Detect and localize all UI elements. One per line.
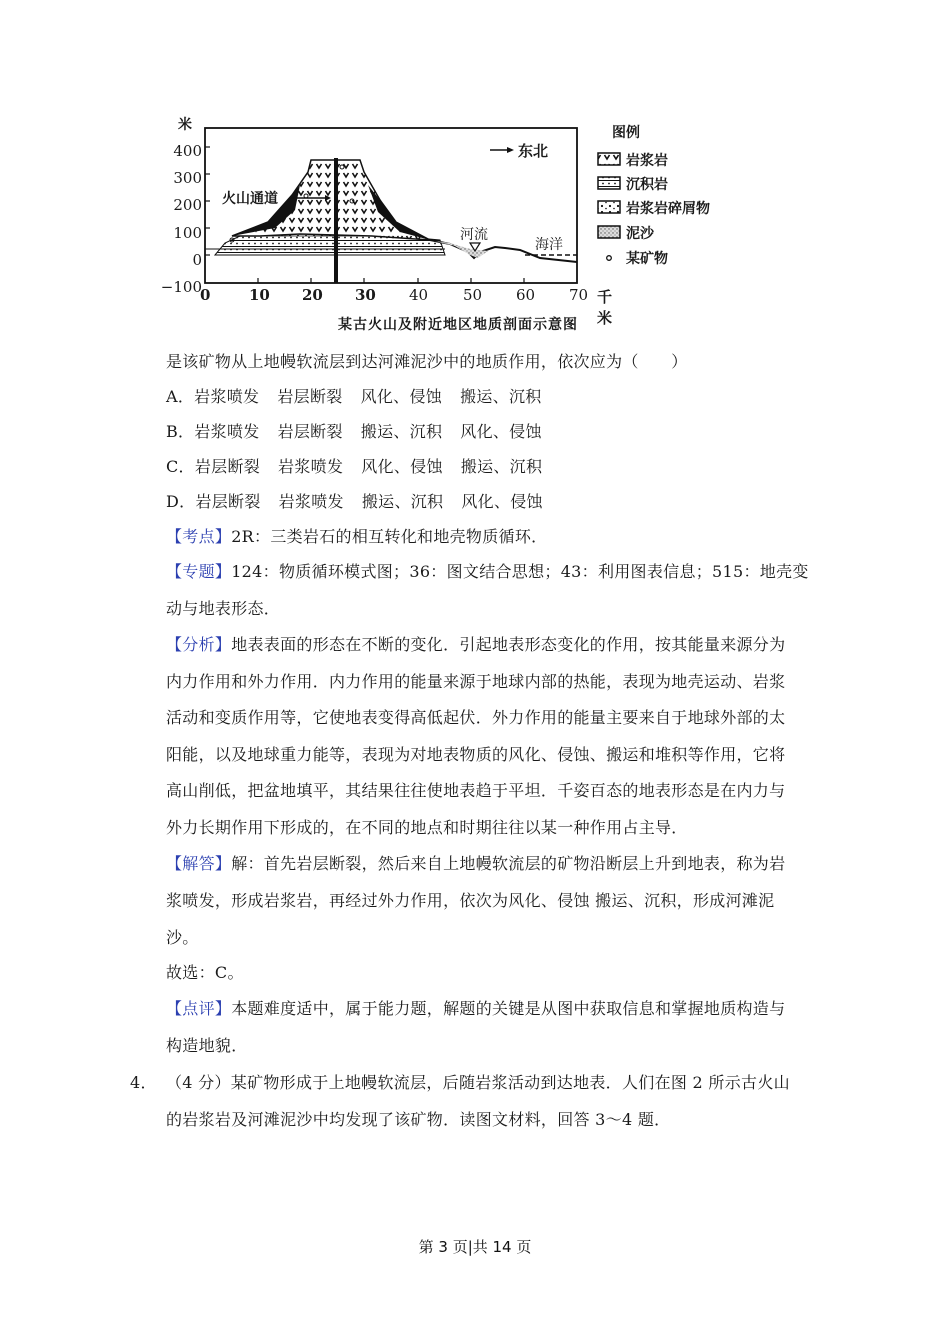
kaodian-tag: 【考点】 — [166, 527, 232, 546]
figure-caption: 某古火山及附近地区地质剖面示意图 — [338, 317, 578, 333]
zhuanti-text: 124：物质循环模式图；36：图文结合思想；43：利用图表信息；515：地壳变 — [231, 562, 809, 581]
ocean-label: 海洋 — [535, 237, 563, 253]
option-letter: B． — [166, 422, 195, 441]
page-footer: 第 3 页|共 14 页 — [418, 1238, 532, 1256]
y-axis-unit: 米 — [178, 117, 192, 133]
next-question-line-2: 的岩浆岩及河滩泥沙中均发现了该矿物．读图文材料，回答 3～4 题． — [166, 1110, 671, 1129]
question-stem: 是该矿物从上地幔软流层到达河滩泥沙中的地质作用，依次应为（ ） — [166, 352, 688, 371]
x-axis-unit: 千米 — [597, 288, 613, 327]
x-tick: 20 — [302, 286, 323, 304]
fenxi-line-6: 外力长期作用下形成的，在不同的地点和时期往往以某一种作用占主导． — [166, 818, 688, 837]
fenxi-line-2: 内力作用和外力作用．内力作用的能量来源于地球内部的热能，表现为地壳运动、岩浆 — [166, 672, 786, 691]
option-part: 搬运、沉积 — [360, 422, 443, 441]
geologic-cross-section-figure — [160, 110, 760, 340]
dianping-tag: 【点评】 — [166, 999, 232, 1018]
volcanic-conduit — [334, 158, 338, 283]
option-part: 风化、侵蚀 — [361, 457, 443, 476]
jieda-line-3: 沙。 — [166, 928, 199, 947]
y-tick: 100 — [173, 223, 202, 242]
river-label: 河流 — [460, 227, 488, 243]
volcanic-conduit-label: 火山通道 — [222, 191, 278, 207]
option-letter: A． — [166, 387, 195, 406]
option-part: 岩浆喷发 — [278, 492, 344, 511]
y-tick: 300 — [173, 169, 202, 188]
jieda-text: 解：首先岩层断裂，然后来自上地幔软流层的矿物沿断层上升到地表，称为岩 — [231, 854, 786, 873]
y-tick: 0 — [192, 250, 202, 269]
x-tick: 30 — [355, 286, 376, 304]
option-part: 风化、侵蚀 — [460, 422, 542, 441]
option-c[interactable] — [166, 457, 542, 477]
legend-item-sedimentary-rock: 沉积岩 — [626, 177, 668, 193]
option-part: 搬运、沉积 — [361, 492, 444, 511]
fenxi-line-4: 阳能，以及地球重力能等，表现为对地表物质的风化、侵蚀、搬运和堆积等作用，它将 — [166, 745, 786, 764]
x-tick: 70 — [569, 286, 589, 304]
dianping-text: 本题难度适中，属于能力题，解题的关键是从图中获取信息和掌握地质构造与 — [231, 999, 786, 1018]
kaodian-line — [166, 527, 547, 547]
fenxi-tag: 【分析】 — [166, 635, 232, 654]
y-tick: 400 — [173, 142, 202, 160]
option-letter: D． — [166, 492, 196, 511]
jieda-line-2: 浆喷发，形成岩浆岩，再经过外力作用，依次为风化、侵蚀 搬运、沉积，形成河滩泥 — [166, 891, 775, 910]
option-part: 风化、侵蚀 — [360, 387, 443, 406]
kaodian-text: 2R：三类岩石的相互转化和地壳物质循环． — [231, 527, 548, 546]
zhuanti-line-1 — [166, 562, 809, 582]
option-part: 岩浆喷发 — [278, 457, 344, 476]
x-tick: 0 — [200, 286, 211, 304]
option-a[interactable] — [166, 387, 542, 407]
y-tick: 200 — [173, 196, 202, 215]
dianping-line-1 — [166, 999, 785, 1019]
option-part: 岩层断裂 — [194, 457, 261, 476]
option-part: 岩层断裂 — [277, 422, 343, 441]
legend-item-magmatic-rock: 岩浆岩 — [626, 153, 668, 169]
x-tick: 50 — [463, 286, 483, 304]
option-part: 岩层断裂 — [277, 387, 343, 406]
option-part: 搬运、沉积 — [460, 457, 543, 476]
zhuanti-line-2: 动与地表形态． — [166, 599, 281, 618]
option-part: 岩浆喷发 — [194, 422, 260, 441]
legend-title: 图例 — [612, 125, 640, 141]
y-axis-ticks — [160, 138, 202, 301]
x-tick: 40 — [409, 286, 429, 304]
y-tick: −100 — [160, 278, 202, 297]
option-d[interactable] — [166, 492, 543, 512]
dianping-line-2: 构造地貌． — [166, 1036, 248, 1055]
fenxi-line-3: 活动和变质作用等，它使地表变得高低起伏．外力作用的能量主要来自于地球外部的太 — [166, 708, 786, 727]
x-tick: 10 — [249, 286, 270, 304]
jieda-line-1 — [166, 854, 785, 874]
fenxi-line-5: 高山削低，把盆地填平，其结果往往使地表趋于平坦．千姿百态的地表形态是在内力与 — [166, 781, 786, 800]
legend-item-magmatic-debris: 岩浆岩碎屑物 — [626, 201, 710, 217]
answer-line: 故选：C。 — [166, 963, 244, 982]
option-part: 岩浆喷发 — [194, 387, 260, 406]
next-question-text: （4 分）某矿物形成于上地幔软流层，后随岩浆活动到达地表．人们在图 2 所示古火山 — [166, 1073, 790, 1092]
option-part: 风化、侵蚀 — [461, 492, 543, 511]
option-part: 岩层断裂 — [195, 492, 261, 511]
x-tick: 60 — [516, 286, 536, 304]
option-b[interactable] — [166, 422, 542, 442]
question-number: 4． — [130, 1073, 157, 1092]
option-letter: C． — [166, 457, 195, 476]
option-part: 搬运、沉积 — [460, 387, 542, 406]
next-question-line-1 — [130, 1073, 790, 1093]
zhuanti-tag: 【专题】 — [166, 562, 232, 581]
fenxi-text: 地表表面的形态在不断的变化．引起地表形态变化的作用，按其能量来源分为 — [231, 635, 786, 654]
jieda-tag: 【解答】 — [166, 854, 232, 873]
legend-item-mineral: 某矿物 — [626, 251, 668, 267]
legend-item-silt-sand: 泥沙 — [626, 226, 654, 242]
fenxi-line-1 — [166, 635, 785, 655]
direction-label: 东北 — [518, 142, 549, 160]
